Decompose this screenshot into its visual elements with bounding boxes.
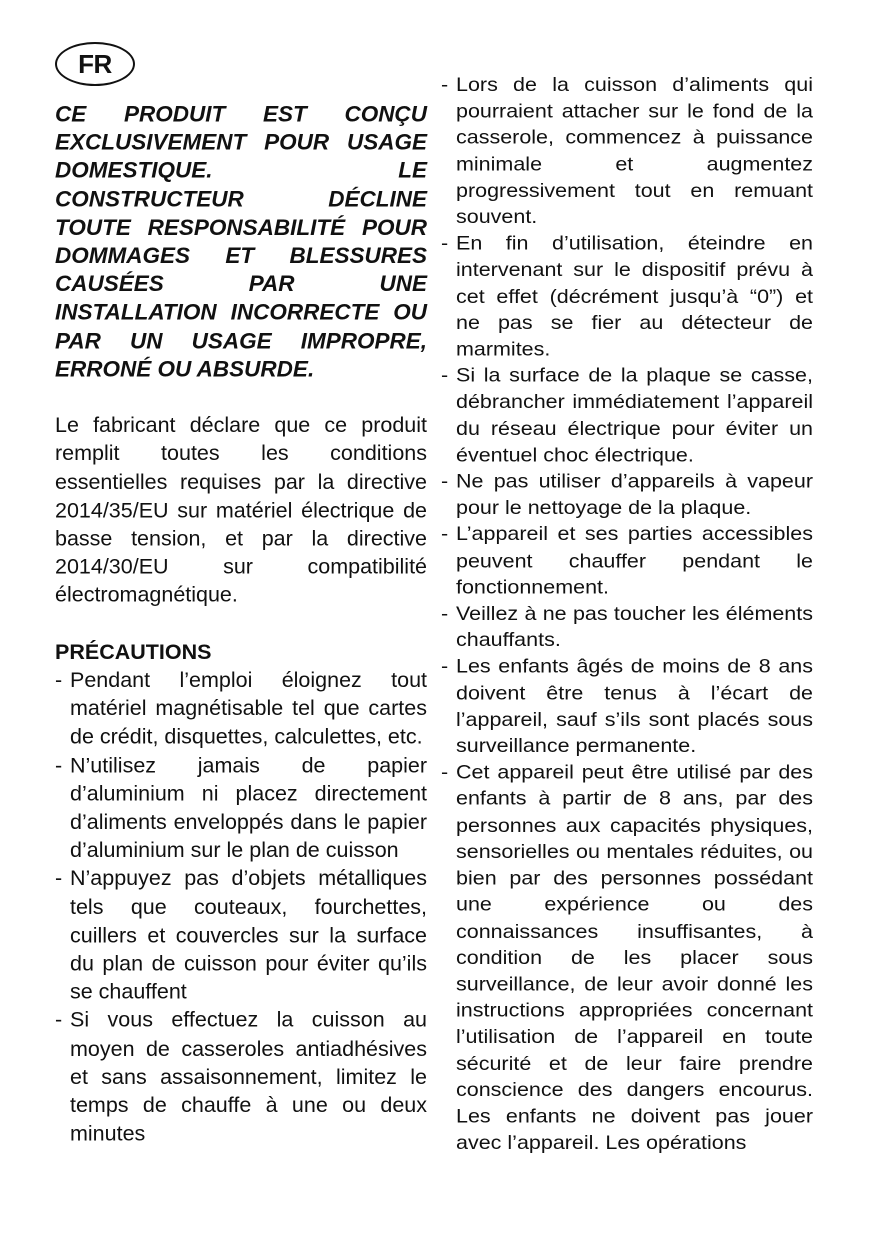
language-badge: FR <box>55 42 135 86</box>
list-item: - N’utilisez jamais de papier d’aluminium ni placez directement d’aliments enveloppés dans le papier d’aluminium sur le plan de cuisson <box>55 752 427 865</box>
exclusive-use-warning: CE PRODUIT EST CONÇU EXCLUSIVEMENT POUR USAGE DOMESTIQUE. LE CONSTRUCTEUR DÉCLINE TOUTE RESPONSABILITÉ POUR DOMMAGES ET BLESSURES CAUSÉES PAR UNE INSTALLATION INCORRECTE OU PAR UN USAGE IMPROPRE, ERRONÉ OU ABSURDE. <box>55 101 427 382</box>
precautions-list-left <box>55 667 427 1149</box>
list-item: - L’appareil et ses parties accessibles peuvent chauffer pendant le fonctionnement. <box>441 522 813 601</box>
list-item: - En fin d’utilisation, éteindre en intervenant sur le dispositif prévu à cet effet (décrément jusqu’à “0”) et ne pas se fier au détecteur de marmites. <box>441 231 813 363</box>
list-item: - Si vous effectuez la cuisson au moyen de casseroles antiadhésives et sans assaisonnement, limitez le temps de chauffe à une ou deux minutes <box>55 1007 427 1149</box>
list-item: - Cet appareil peut être utilisé par des enfants à partir de 8 ans, par des personnes aux capacités physiques, sensorielles ou mentales réduites, ou bien par des personnes possédant une expérience ou des connaissances insuffisantes, à condition de les placer sous surveillance, de leur avoir donné les instructions appropriées concernant l’utilisation de l’appareil en toute sécurité et de leur faire prendre conscience des dangers encourus. Les enfants ne doivent pas jouer avec l’appareil. Les opérations <box>441 760 813 1157</box>
list-item: - Veillez à ne pas toucher les éléments chauffants. <box>441 601 813 654</box>
right-column <box>441 72 813 1156</box>
list-item: - Si la surface de la plaque se casse, débrancher immédiatement l’appareil du réseau électrique pour éviter un éventuel choc électrique. <box>441 363 813 469</box>
precautions-heading: PRÉCAUTIONS <box>55 640 212 664</box>
manufacturer-declaration: Le fabricant déclare que ce produit remplit toutes les conditions essentielles requises par la directive 2014/35/EU sur matériel électrique de basse tension, et par la directive 2014/30/EU sur compatibilité électromagnétique. <box>55 413 427 607</box>
list-item: - Pendant l’emploi éloignez tout matériel magnétisable tel que cartes de crédit, disquettes, calculettes, etc. <box>55 667 427 752</box>
list-item: - N’appuyez pas d’objets métalliques tels que couteaux, fourchettes, cuillers et couvercles sur la surface du plan de cuisson pour éviter qu’ils se chauffent <box>55 865 427 1007</box>
precautions-list-right <box>441 72 813 1156</box>
left-column <box>55 100 427 1149</box>
list-item: - Lors de la cuisson d’aliments qui pourraient attacher sur le fond de la casserole, commencez à puissance minimale et augmentez progressivement tout en remuant souvent. <box>441 72 813 231</box>
list-item: - Les enfants âgés de moins de 8 ans doivent être tenus à l’écart de l’appareil, sauf s’ils sont placés sous surveillance permanente. <box>441 654 813 760</box>
list-item: - Ne pas utiliser d’appareils à vapeur pour le nettoyage de la plaque. <box>441 469 813 522</box>
